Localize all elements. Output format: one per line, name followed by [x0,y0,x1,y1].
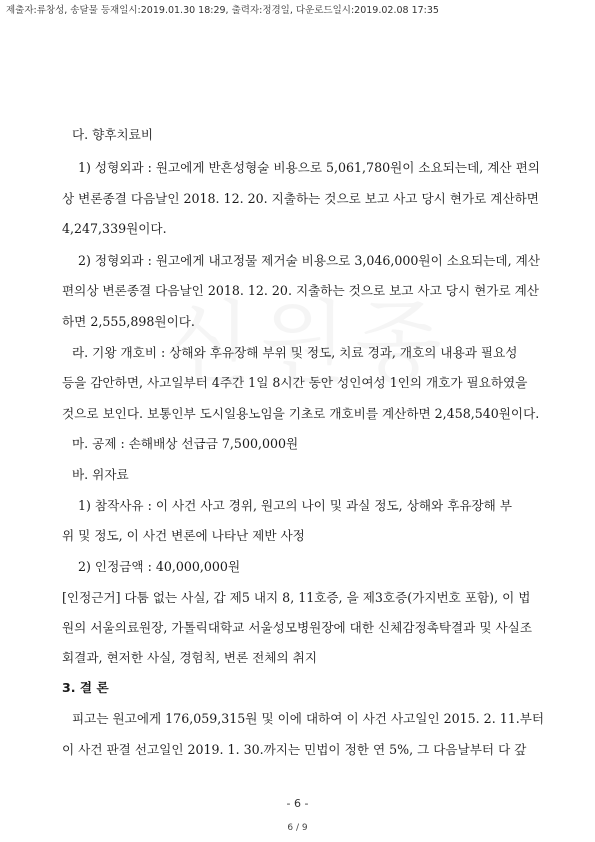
document-header: 제출자:류창성, 송달물 등재일시:2019.01.30 18:29, 출력자:정경일, 다운로드일시:2019.02.08 17:35 [6,5,439,16]
paragraph-line: 2) 인정금액 : 40,000,000원 [78,559,241,574]
paragraph-line: 라. 기왕 개호비 : 상해와 후유장해 부위 및 정도, 치료 경과, 개호의 내용과 필요성 [72,345,518,360]
section-heading-deduction: 마. 공제 : 손해배상 선급금 7,500,000원 [72,436,299,451]
paragraph-line: 1) 참작사유 : 이 사건 사고 경위, 원고의 나이 및 과실 정도, 상해와 후유장해 부 [78,498,513,513]
paragraph-line: 피고는 원고에게 176,059,315원 및 이에 대하여 이 사건 사고일인 2015. 2. 11.부터 [72,711,545,726]
paragraph-line: 것으로 보인다. 보통인부 도시일용노임을 기초로 개호비를 계산하면 2,458,540원이다. [62,406,540,421]
paragraph-line: 회결과, 현저한 사실, 경험칙, 변론 전체의 취지 [62,650,318,665]
paragraph-line: 하면 2,555,898원이다. [62,314,195,329]
paragraph-line: 편의상 변론종결 다음날인 2018. 12. 20. 지출하는 것으로 보고 사고 당시 현가로 계산 [62,283,539,298]
section-heading-future-treatment: 다. 향후치료비 [72,127,153,142]
paragraph-line: 2) 정형외과 : 원고에게 내고정물 제거술 비용으로 3,046,000원이 소요되는데, 계산 [78,253,540,268]
paragraph-line: 등을 감안하면, 사고일부터 4주간 1일 8시간 동안 성인여성 1인의 개호가 필요하였을 [62,375,528,390]
section-heading-conclusion: 3. 결 론 [62,680,109,695]
page-count: 6 / 9 [287,823,308,833]
paragraph-line: [인정근거] 다툼 없는 사실, 갑 제5 내지 8, 11호증, 을 제3호증(가지번호 포함), 이 법 [62,590,531,605]
paragraph-line: 이 사건 판결 선고일인 2019. 1. 30.까지는 민법이 정한 연 5%, 그 다음날부터 다 갚 [62,742,527,757]
paragraph-line: 1) 성형외과 : 원고에게 반흔성형술 비용으로 5,061,780원이 소요되는데, 계산 편의 [78,160,540,175]
section-heading-consolation: 바. 위자료 [72,467,129,482]
paragraph-line: 4,247,339원이다. [62,221,167,236]
paragraph-line: 원의 서울의료원장, 가톨릭대학교 서울성모병원장에 대한 신체감정촉탁결과 및 사실조 [62,620,532,635]
paragraph-line: 위 및 정도, 이 사건 변론에 나타난 제반 사정 [62,528,305,543]
page-number: - 6 - [286,797,309,810]
paragraph-line: 상 변론종결 다음날인 2018. 12. 20. 지출하는 것으로 보고 사고 당시 현가로 계산하면 [62,191,539,206]
